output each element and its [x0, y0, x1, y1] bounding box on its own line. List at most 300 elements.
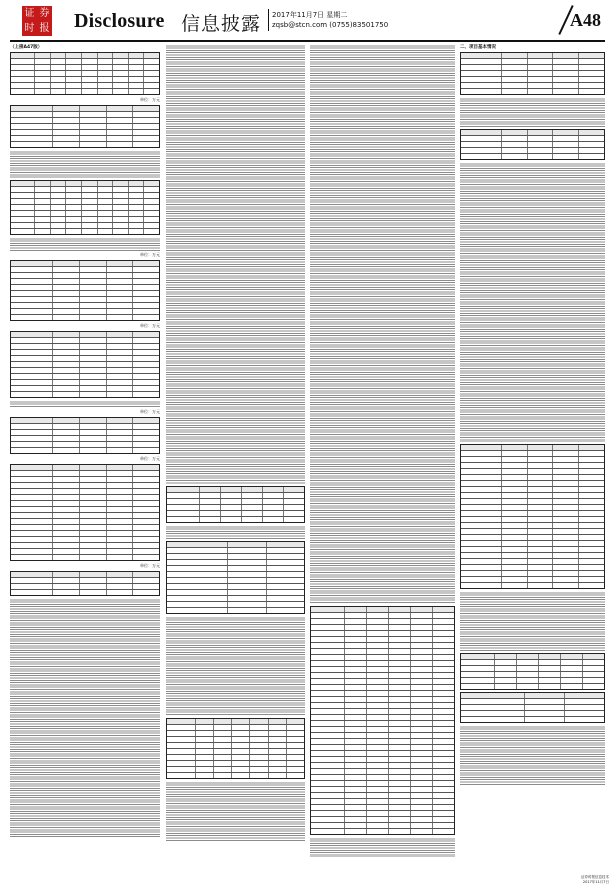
- table-cell: [167, 560, 227, 565]
- table-cell: [79, 572, 106, 577]
- table-cell: [527, 565, 553, 570]
- table-cell: [388, 619, 410, 624]
- table-cell: [132, 584, 159, 589]
- table-cell: [79, 142, 106, 147]
- table-cell: [132, 273, 159, 278]
- table-row: [461, 564, 604, 570]
- table-row: [461, 582, 604, 588]
- table-cell: [132, 374, 159, 379]
- table-cell: [432, 805, 454, 810]
- table-cell: [132, 471, 159, 476]
- table-cell: [311, 655, 344, 660]
- table-cell: [366, 619, 388, 624]
- table-row: [167, 760, 304, 766]
- body-text-block: [460, 725, 605, 785]
- table-cell: [52, 273, 79, 278]
- table-cell: [11, 303, 52, 308]
- newspaper-logo: 证 券 时 报: [22, 6, 52, 36]
- table-cell: [552, 451, 578, 456]
- table-cell: [50, 77, 66, 82]
- table-row: [167, 719, 304, 724]
- table-row: [167, 589, 304, 595]
- table-cell: [132, 519, 159, 524]
- table-cell: [388, 829, 410, 834]
- table-cell: [366, 637, 388, 642]
- table-cell: [501, 553, 527, 558]
- table-cell: [560, 660, 582, 665]
- table-cell: [79, 436, 106, 441]
- table-cell: [11, 513, 52, 518]
- table-cell: [112, 199, 128, 204]
- table-cell: [552, 154, 578, 159]
- table-cell: [97, 211, 113, 216]
- table-cell: [501, 481, 527, 486]
- table-cell: [268, 731, 286, 736]
- table-cell: [106, 590, 133, 595]
- table-cell: [106, 350, 133, 355]
- table-cell: [552, 487, 578, 492]
- table-cell: [112, 187, 128, 192]
- table-cell: [79, 543, 106, 548]
- table-cell: [249, 755, 267, 760]
- table-row: [311, 672, 454, 678]
- table-cell: [79, 368, 106, 373]
- table-cell: [527, 71, 553, 76]
- table-cell: [266, 584, 305, 589]
- table-cell: [578, 511, 604, 516]
- table-cell: [128, 65, 144, 70]
- table-cell: [128, 187, 144, 192]
- table-cell: [344, 643, 366, 648]
- table-cell: [527, 481, 553, 486]
- table-cell: [501, 559, 527, 564]
- table-cell: [11, 471, 52, 476]
- table-cell: [527, 136, 553, 141]
- table-cell: [34, 65, 50, 70]
- table-cell: [461, 154, 501, 159]
- table-row: [11, 494, 159, 500]
- table-cell: [97, 53, 113, 58]
- table-cell: [527, 583, 553, 588]
- table-cell: [432, 649, 454, 654]
- table-row: [11, 361, 159, 367]
- financial-table: [10, 331, 160, 398]
- table-row: [11, 554, 159, 560]
- table-cell: [527, 469, 553, 474]
- table-cell: [79, 374, 106, 379]
- table-cell: [227, 560, 266, 565]
- table-cell: [501, 89, 527, 94]
- table-row: [167, 547, 304, 553]
- table-cell: [578, 154, 604, 159]
- table-cell: [311, 643, 344, 648]
- table-cell: [578, 559, 604, 564]
- table-row: [11, 379, 159, 385]
- body-text-block: [460, 591, 605, 651]
- table-cell: [195, 755, 213, 760]
- table-cell: [432, 733, 454, 738]
- table-cell: [132, 578, 159, 583]
- table-cell: [311, 781, 344, 786]
- table-cell: [112, 83, 128, 88]
- table-cell: [112, 53, 128, 58]
- table-cell: [311, 805, 344, 810]
- table-cell: [167, 499, 199, 504]
- table-row: [311, 822, 454, 828]
- table-cell: [432, 691, 454, 696]
- table-cell: [79, 285, 106, 290]
- table-row: [311, 607, 454, 612]
- table-cell: [97, 181, 113, 186]
- table-cell: [79, 338, 106, 343]
- table-cell: [52, 124, 79, 129]
- table-cell: [268, 767, 286, 772]
- table-cell: [50, 199, 66, 204]
- table-row: [11, 192, 159, 198]
- table-cell: [199, 517, 220, 522]
- table-cell: [516, 678, 538, 683]
- table-cell: [132, 368, 159, 373]
- table-cell: [461, 451, 501, 456]
- financial-table: [310, 606, 455, 835]
- table-row: [11, 266, 159, 272]
- table-cell: [388, 685, 410, 690]
- table-row: [11, 278, 159, 284]
- table-cell: [132, 513, 159, 518]
- table-cell: [128, 217, 144, 222]
- table-cell: [344, 721, 366, 726]
- table-cell: [132, 350, 159, 355]
- page-body: [10, 43, 605, 883]
- table-cell: [11, 332, 52, 337]
- table-cell: [79, 380, 106, 385]
- table-row: [461, 462, 604, 468]
- table-cell: [552, 445, 578, 450]
- table-cell: [34, 181, 50, 186]
- table-cell: [143, 59, 159, 64]
- table-cell: [167, 554, 227, 559]
- table-cell: [52, 418, 79, 423]
- table-cell: [11, 136, 52, 141]
- table-cell: [11, 465, 52, 470]
- table-cell: [11, 442, 52, 447]
- table-row: [11, 222, 159, 228]
- table-cell: [552, 481, 578, 486]
- table-cell: [578, 541, 604, 546]
- table-cell: [81, 65, 97, 70]
- table-cell: [268, 737, 286, 742]
- table-row: [461, 654, 604, 659]
- table-cell: [578, 451, 604, 456]
- table-cell: [344, 763, 366, 768]
- table-cell: [79, 106, 106, 111]
- table-cell: [79, 507, 106, 512]
- table-cell: [461, 529, 501, 534]
- table-cell: [524, 705, 564, 710]
- table-row: [461, 704, 604, 710]
- table-row: [11, 106, 159, 111]
- table-cell: [65, 193, 81, 198]
- table-cell: [578, 523, 604, 528]
- financial-table: [10, 417, 160, 454]
- table-cell: [132, 279, 159, 284]
- table-cell: [241, 487, 262, 492]
- table-cell: [143, 199, 159, 204]
- table-cell: [106, 261, 133, 266]
- table-row: [311, 780, 454, 786]
- table-cell: [128, 77, 144, 82]
- table-row: [311, 774, 454, 780]
- table-cell: [11, 344, 52, 349]
- table-row: [11, 447, 159, 453]
- table-cell: [578, 136, 604, 141]
- table-cell: [266, 560, 305, 565]
- table-cell: [79, 273, 106, 278]
- table-cell: [11, 229, 34, 234]
- table-cell: [552, 511, 578, 516]
- table-cell: [34, 205, 50, 210]
- table-row: [11, 290, 159, 296]
- table-cell: [79, 578, 106, 583]
- table-cell: [538, 666, 560, 671]
- table-cell: [432, 715, 454, 720]
- table-cell: [388, 709, 410, 714]
- table-cell: [344, 703, 366, 708]
- table-cell: [552, 475, 578, 480]
- table-cell: [494, 678, 516, 683]
- table-cell: [266, 554, 305, 559]
- table-cell: [199, 511, 220, 516]
- table-cell: [52, 555, 79, 560]
- table-cell: [52, 285, 79, 290]
- table-cell: [112, 181, 128, 186]
- table-cell: [461, 666, 494, 671]
- table-cell: [79, 386, 106, 391]
- table-row: [461, 53, 604, 58]
- table-row: [11, 391, 159, 397]
- table-cell: [410, 721, 432, 726]
- table-cell: [50, 205, 66, 210]
- table-cell: [410, 715, 432, 720]
- table-cell: [65, 223, 81, 228]
- table-cell: [213, 755, 231, 760]
- table-cell: [81, 223, 97, 228]
- table-cell: [97, 205, 113, 210]
- table-cell: [578, 577, 604, 582]
- table-cell: [266, 566, 305, 571]
- table-cell: [11, 217, 34, 222]
- table-cell: [410, 769, 432, 774]
- table-cell: [106, 315, 133, 320]
- table-cell: [366, 691, 388, 696]
- table-cell: [52, 362, 79, 367]
- table-cell: [501, 53, 527, 58]
- table-cell: [410, 691, 432, 696]
- table-cell: [231, 761, 249, 766]
- table-cell: [344, 709, 366, 714]
- table-cell: [344, 679, 366, 684]
- table-row: [311, 798, 454, 804]
- table-cell: [52, 291, 79, 296]
- table-cell: [366, 679, 388, 684]
- table-cell: [501, 457, 527, 462]
- table-cell: [132, 338, 159, 343]
- table-cell: [410, 607, 432, 612]
- table-cell: [143, 211, 159, 216]
- table-cell: [582, 684, 604, 689]
- table-cell: [552, 523, 578, 528]
- table-cell: [388, 769, 410, 774]
- table-row: [11, 577, 159, 583]
- table-cell: [388, 751, 410, 756]
- table-cell: [50, 59, 66, 64]
- table-cell: [527, 59, 553, 64]
- table-cell: [199, 505, 220, 510]
- table-cell: [461, 136, 501, 141]
- masthead: [10, 0, 605, 42]
- table-cell: [227, 542, 266, 547]
- table-cell: [366, 769, 388, 774]
- table-cell: [106, 495, 133, 500]
- table-cell: [50, 187, 66, 192]
- table-cell: [227, 554, 266, 559]
- table-row: [11, 64, 159, 70]
- table-cell: [52, 112, 79, 117]
- table-cell: [11, 386, 52, 391]
- table-cell: [195, 725, 213, 730]
- table-cell: [527, 541, 553, 546]
- table-cell: [501, 475, 527, 480]
- table-cell: [311, 625, 344, 630]
- table-cell: [97, 89, 113, 94]
- table-cell: [79, 590, 106, 595]
- table-cell: [461, 577, 501, 582]
- table-cell: [560, 684, 582, 689]
- table-cell: [410, 667, 432, 672]
- table-cell: [231, 719, 249, 724]
- table-cell: [552, 553, 578, 558]
- table-cell: [132, 555, 159, 560]
- table-cell: [11, 424, 52, 429]
- table-cell: [128, 83, 144, 88]
- table-cell: [410, 793, 432, 798]
- table-cell: [283, 487, 304, 492]
- table-row: [311, 660, 454, 666]
- table-cell: [432, 769, 454, 774]
- table-cell: [283, 493, 304, 498]
- table-cell: [11, 495, 52, 500]
- table-cell: [582, 660, 604, 665]
- table-cell: [410, 727, 432, 732]
- table-cell: [97, 71, 113, 76]
- table-cell: [11, 578, 52, 583]
- table-cell: [11, 525, 52, 530]
- table-cell: [52, 350, 79, 355]
- table-cell: [11, 555, 52, 560]
- table-cell: [106, 279, 133, 284]
- table-cell: [79, 442, 106, 447]
- table-cell: [366, 607, 388, 612]
- table-cell: [578, 457, 604, 462]
- table-cell: [432, 799, 454, 804]
- table-cell: [132, 130, 159, 135]
- table-cell: [283, 499, 304, 504]
- table-cell: [388, 781, 410, 786]
- table-cell: [527, 451, 553, 456]
- table-cell: [167, 578, 227, 583]
- table-cell: [231, 767, 249, 772]
- table-cell: [527, 559, 553, 564]
- table-cell: [52, 471, 79, 476]
- table-cell: [501, 463, 527, 468]
- table-cell: [132, 424, 159, 429]
- table-cell: [52, 507, 79, 512]
- table-cell: [578, 583, 604, 588]
- table-cell: [578, 89, 604, 94]
- table-cell: [501, 565, 527, 570]
- table-cell: [52, 344, 79, 349]
- table-cell: [143, 71, 159, 76]
- body-text-block: [310, 44, 455, 604]
- table-cell: [366, 793, 388, 798]
- table-cell: [461, 523, 501, 528]
- table-cell: [79, 392, 106, 397]
- table-cell: [79, 124, 106, 129]
- table-cell: [11, 418, 52, 423]
- table-cell: [65, 83, 81, 88]
- body-text-block: [166, 781, 305, 841]
- table-cell: [106, 430, 133, 435]
- table-row: [461, 671, 604, 677]
- table-cell: [388, 757, 410, 762]
- table-cell: [112, 223, 128, 228]
- table-cell: [106, 531, 133, 536]
- table-cell: [213, 719, 231, 724]
- table-cell: [538, 654, 560, 659]
- table-row: [11, 58, 159, 64]
- table-cell: [578, 445, 604, 450]
- body-text-block: [10, 598, 160, 838]
- table-row: [11, 186, 159, 192]
- table-cell: [432, 685, 454, 690]
- table-cell: [461, 469, 501, 474]
- table-cell: [52, 531, 79, 536]
- table-cell: [494, 660, 516, 665]
- table-cell: [516, 654, 538, 659]
- table-cell: [132, 303, 159, 308]
- table-cell: [501, 535, 527, 540]
- table-cell: [128, 229, 144, 234]
- table-cell: [167, 493, 199, 498]
- table-cell: [516, 672, 538, 677]
- table-row: [11, 465, 159, 470]
- table-cell: [311, 685, 344, 690]
- table-cell: [311, 823, 344, 828]
- table-cell: [79, 501, 106, 506]
- table-cell: [461, 517, 501, 522]
- table-cell: [266, 548, 305, 553]
- table-cell: [432, 661, 454, 666]
- table-cell: [527, 499, 553, 504]
- table-cell: [501, 571, 527, 576]
- table-cell: [11, 436, 52, 441]
- table-cell: [50, 83, 66, 88]
- table-cell: [410, 811, 432, 816]
- table-cell: [527, 493, 553, 498]
- table-cell: [143, 187, 159, 192]
- table-cell: [538, 678, 560, 683]
- table-cell: [249, 773, 267, 778]
